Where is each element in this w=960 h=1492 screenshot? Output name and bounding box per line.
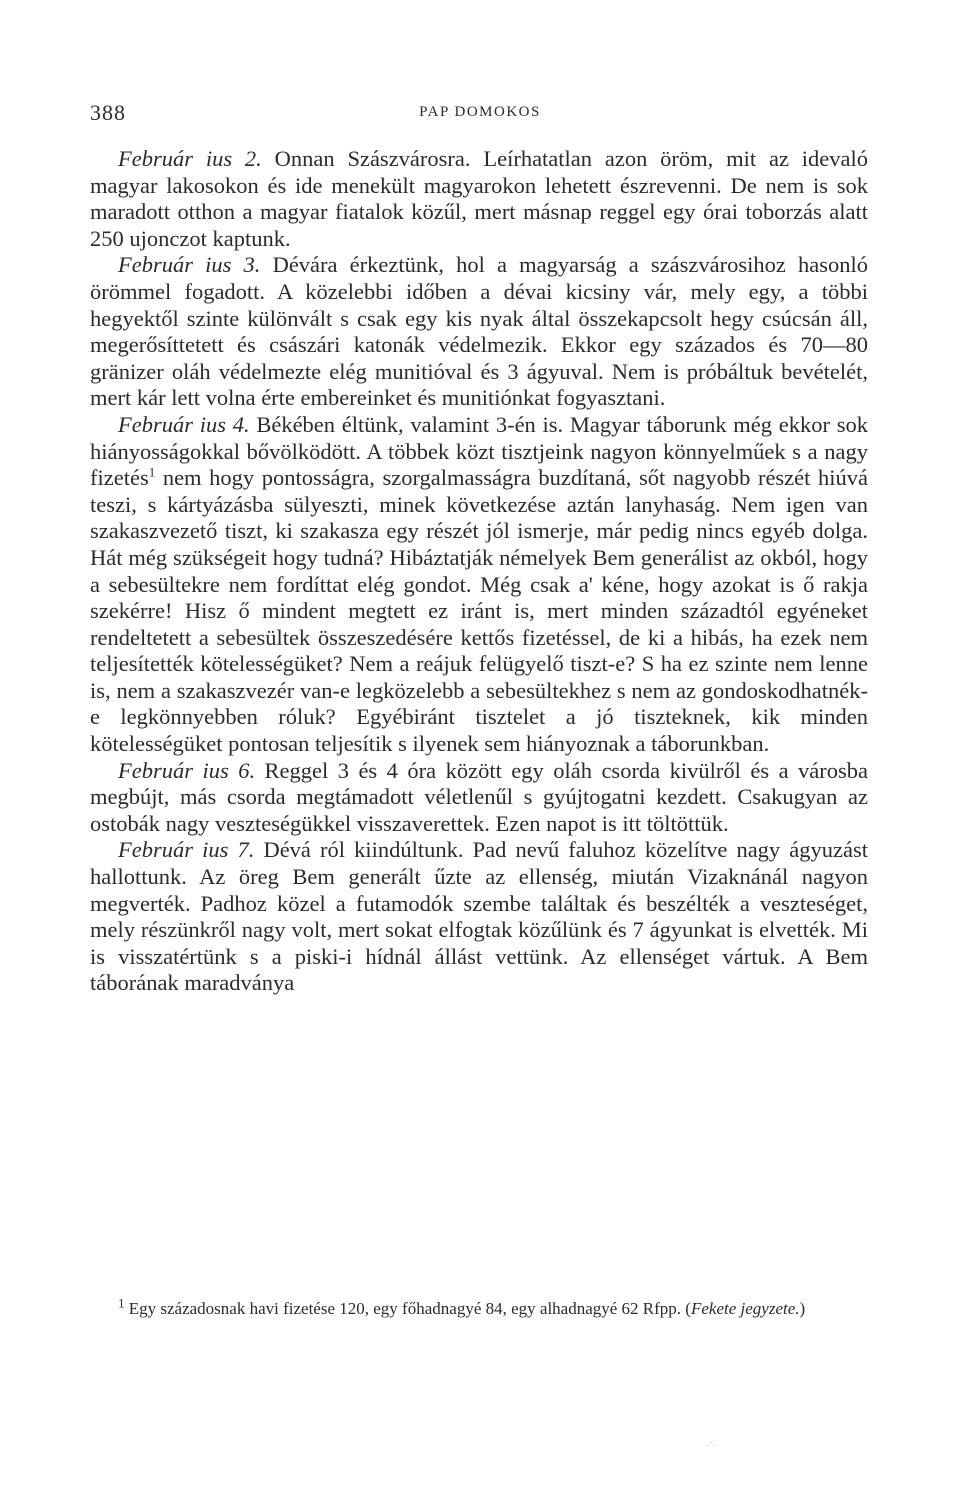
- paragraph-text: nem hogy pontosságra, szorgalmasságra buzdítaná, sőt nagyobb részét hiúvá teszi, s kártyázásba sülyeszti, minek következése aztán lanyhaság. Nem igen van szakaszvezető tiszt, ki szakasza egy részét jól ismerje, már pedig nincs egyéb dolga. Hát még szükségeit hogy tudná? Hibáztatják némelyek Bem generálist az okból, hogy a sebesültekre nem fordíttat elég gondot. Még csak a' kéne, hogy azokat is ő rakja szekérre! Hisz ő mindent megtett ez iránt is, mert minden századtól egyéneket rendeltetett a sebesültek összeszedésére kettős fizetéssel, de ki a hibás, ha ezek nem teljesítették kötelességüket? Nem a reájuk felügyelő tiszt-e? S ha ez szinte nem lenne is, nem a szakaszvezér van-e legközelebb a sebesültekhez s nem az gondoskodhatnék-e legkönnyebben róluk? Egyébiránt tisztelet a jó tiszteknek, kik minden kötelességüket pontosan teljesítik s ilyenek sem hiányoznak a táborunkban.: [90, 465, 868, 757]
- page-header: [90, 100, 870, 130]
- paragraph-text: Dévára érkeztünk, hol a magyarság a szászvárosihoz hasonló örömmel fogadott. A közelebbi időben a dévai kicsiny vár, mely egy, a többi hegyektől szinte különvált s csak egy kis nyak által összekapcsolt hegy csúcsán áll, megerősíttetett és császári katonák védelmezik. Ekkor egy százados és 70—80 gränizer oláh védelmezte elég munitióval és 3 ágyuval. Nem is próbáltuk bevételét, mert kár lett volna érte embereinket és munitiónkat fogyasztani.: [90, 252, 868, 411]
- entry-date: Február ius 7.: [118, 837, 255, 863]
- body-text: [90, 146, 868, 997]
- running-head: PAP DOMOKOS: [419, 104, 541, 120]
- entry-date: Február ius 6.: [118, 757, 256, 783]
- entry-date: Február ius 2.: [118, 146, 262, 171]
- print-smudge: ·˙·: [706, 1441, 716, 1452]
- paragraph: [90, 837, 868, 997]
- paragraph-text: Onnan Szászvárosra. Leírhatatlan azon öröm, mit az idevaló magyar lakosokon és ide menekült magyarokon lehetett észrevenni. De nem is sok maradott otthon a magyar fiatalok közűl, mert másnap reggel egy órai toborzás alatt 250 ujonczot kaptunk.: [90, 146, 868, 251]
- paragraph: [90, 252, 868, 412]
- paragraph-text: Dévá ról kiindúltunk. Pad nevű faluhoz közelítve nagy ágyuzást hallottunk. Az öreg Bem generált űzte az ellenség, miután Vizaknánál nagyon megverték. Padhoz közel a futamodók szembe találtak és beszélték a veszteséget, mely részünkről nagy volt, mert sokat elfogtak közűlünk és 7 ágyunkat is elvették. Mi is visszatértünk s a piski-i hídnál állást vettünk. Az ellenséget vártuk. A Bem táborának maradványa: [90, 837, 869, 996]
- entry-date: Február ius 3.: [118, 252, 261, 278]
- footnote-close: ): [799, 1299, 806, 1318]
- footnote: [90, 1297, 868, 1321]
- paragraph: [90, 412, 868, 758]
- paragraph: [90, 758, 868, 838]
- entry-date: Február ius 4.: [118, 411, 250, 437]
- page-number: 388: [90, 100, 126, 125]
- paragraph: [90, 146, 868, 252]
- footnote-source: Fekete jegyzete.: [690, 1299, 800, 1318]
- paragraph-text: Reggel 3 és 4 óra között egy oláh csorda kivülről és a városba megbújt, más csorda megtámadott véletlenűl s gyújtogatni kezdett. Csakugyan az ostobák nagy veszteségükkel visszaverettek. Ezen napot is itt töltöttük.: [90, 757, 868, 836]
- paragraph-text: Békében éltünk, valamint 3-én is. Magyar táborunk még ekkor sok hiányosságokkal bővölködött. A többek közt tisztjeink nagyon könnyelműek s a nagy fizetés: [90, 411, 868, 491]
- footnote-number: 1: [118, 1295, 125, 1311]
- footnote-reference[interactable]: 1: [148, 464, 156, 480]
- footnote-text: Egy századosnak havi fizetése 120, egy főhadnagyé 84, egy alhadnagyé 62 Rfpp. (: [124, 1299, 691, 1318]
